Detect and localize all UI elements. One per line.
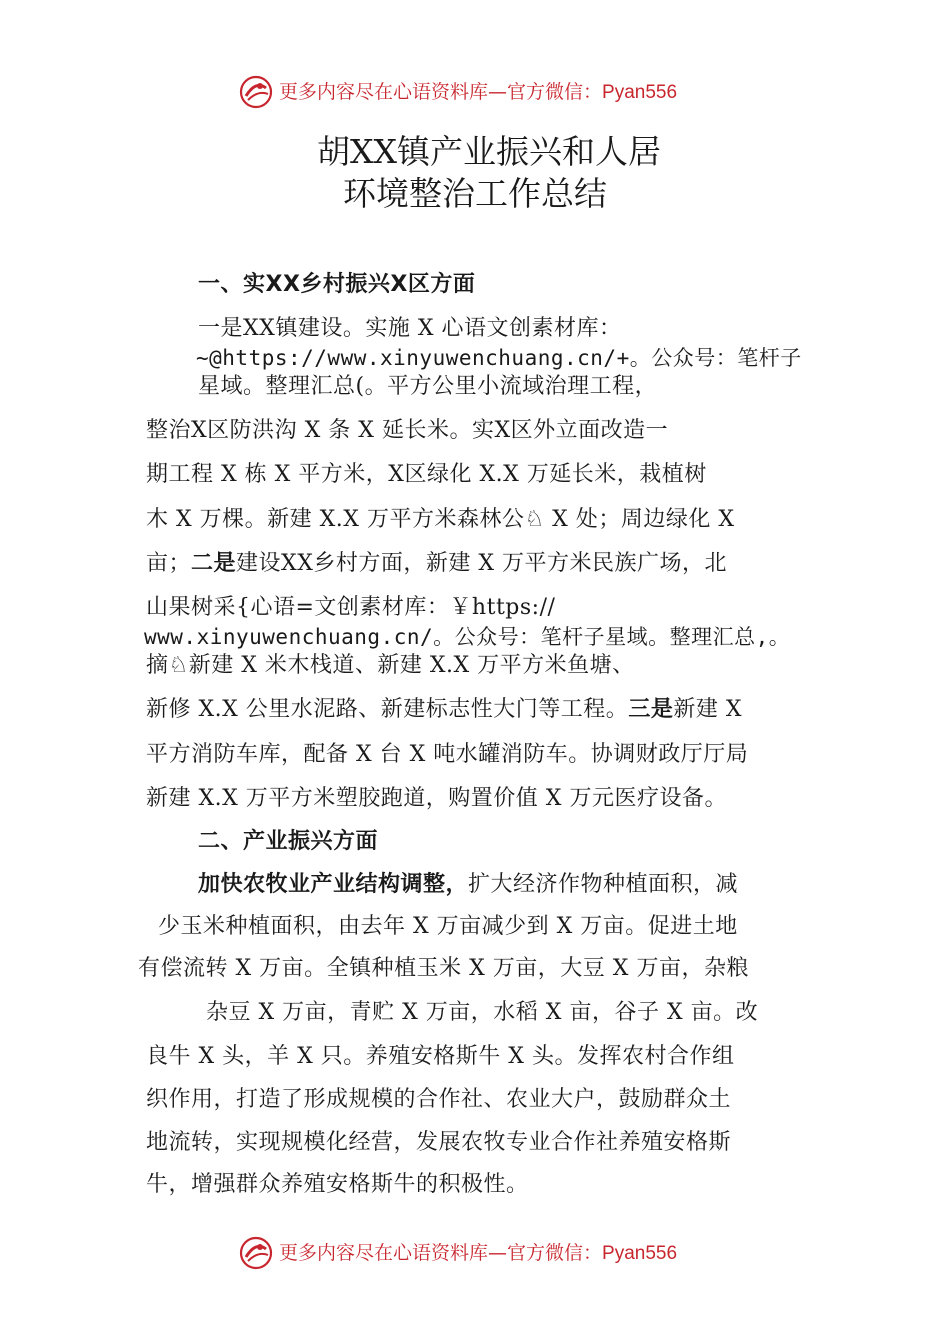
paragraph-line: 期工程 X 栋 X 平方米，X区绿化 X.X 万延长米，栽植树 — [146, 462, 707, 487]
paragraph-line: 一是XX镇建设。实施 X 心语文创素材库： — [198, 316, 622, 341]
document-title-line2: 环境整治工作总结 — [343, 174, 607, 213]
paragraph-line: 星域。整理汇总(。平方公里小流域治理工程， — [198, 374, 658, 399]
bold-marker-third: 三是 — [628, 697, 674, 722]
document-title-line1: 胡XX镇产业振兴和人居 — [317, 132, 661, 171]
banner-text — [279, 79, 677, 106]
banner-separator: — — [488, 1242, 508, 1264]
paragraph-line — [146, 549, 727, 579]
paragraph-line — [198, 870, 738, 900]
paragraph-line: 摘♘新建 X 米木栈道、新建 X.X 万平方米鱼塘、 — [146, 653, 635, 678]
line-text: 亩； — [146, 551, 192, 576]
line-text: 新建 X — [673, 697, 742, 722]
banner-slogan: 更多内容尽在心语资料库 — [279, 81, 489, 103]
banner-separator: — — [488, 81, 508, 103]
paragraph-line: 山果树采{心语=文创素材库：￥https:// — [146, 595, 556, 620]
paragraph-line: 牛，增强群众养殖安格斯牛的积极性。 — [146, 1172, 529, 1197]
section2-heading: 二、产业振兴方面 — [198, 829, 379, 854]
banner-wechat-label: 官方微信： — [507, 1242, 603, 1264]
paragraph-line: 整治X区防洪沟 X 条 X 延长米。实X区外立面改造一 — [146, 418, 669, 443]
paragraph-line: 良牛 X 头，羊 X 只。养殖安格斯牛 X 头。发挥农村合作组 — [146, 1044, 735, 1069]
paragraph-line: 织作用，打造了形成规模的合作社、农业大户，鼓励群众土 — [146, 1087, 732, 1112]
paragraph-line: 木 X 万棵。新建 X.X 万平方米森林公♘ X 处；周边绿化 X — [146, 507, 735, 532]
paragraph-line: 平方消防车库，配备 X 台 X 吨水罐消防车。协调财政厅厅局 — [146, 742, 749, 767]
banner-slogan: 更多内容尽在心语资料库 — [279, 1242, 489, 1264]
paragraph-line — [146, 695, 742, 725]
paragraph-line: 地流转，实现规模化经营，发展农牧专业合作社养殖安格斯 — [146, 1130, 732, 1155]
banner-wechat-id: Pyan556 — [602, 1243, 678, 1264]
paragraph-line: 杂豆 X 万亩，青贮 X 万亩，水稻 X 亩，谷子 X 亩。改 — [206, 1000, 759, 1025]
banner-wechat-label: 官方微信： — [507, 81, 603, 103]
footer-banner — [0, 1231, 950, 1275]
sun-swirl-logo-icon — [238, 1235, 274, 1271]
bold-marker-second: 二是 — [191, 551, 237, 576]
line-text: 建设XX乡村方面，新建 X 万平方米民族广场，北 — [236, 551, 728, 576]
header-banner — [0, 70, 950, 114]
paragraph-line: 少玉米种植面积，由去年 X 万亩减少到 X 万亩。促进土地 — [158, 914, 738, 939]
paragraph-line: 有偿流转 X 万亩。全镇种植玉米 X 万亩，大豆 X 万亩，杂粮 — [138, 956, 749, 981]
line-text: 新修 X.X 公里水泥路、新建标志性大门等工程。 — [146, 697, 629, 722]
paragraph-line: www.xinyuwenchuang.cn/。公众号：笔杆子星域。整理汇总,。 — [144, 625, 791, 649]
banner-wechat-id: Pyan556 — [602, 82, 678, 103]
line-text: 扩大经济作物种植面积，减 — [468, 872, 739, 897]
bold-lead: 加快农牧业产业结构调整， — [198, 872, 469, 897]
paragraph-line: 新建 X.X 万平方米塑胶跑道，购置价值 X 万元医疗设备。 — [146, 786, 727, 811]
section1-heading: 一、实XX乡村振兴X区方面 — [198, 272, 476, 297]
sun-swirl-logo-icon — [238, 74, 274, 110]
banner-text — [279, 1240, 677, 1267]
paragraph-line: ~@https://www.xinyuwenchuang.cn/+。公众号：笔杆子 — [196, 346, 802, 370]
